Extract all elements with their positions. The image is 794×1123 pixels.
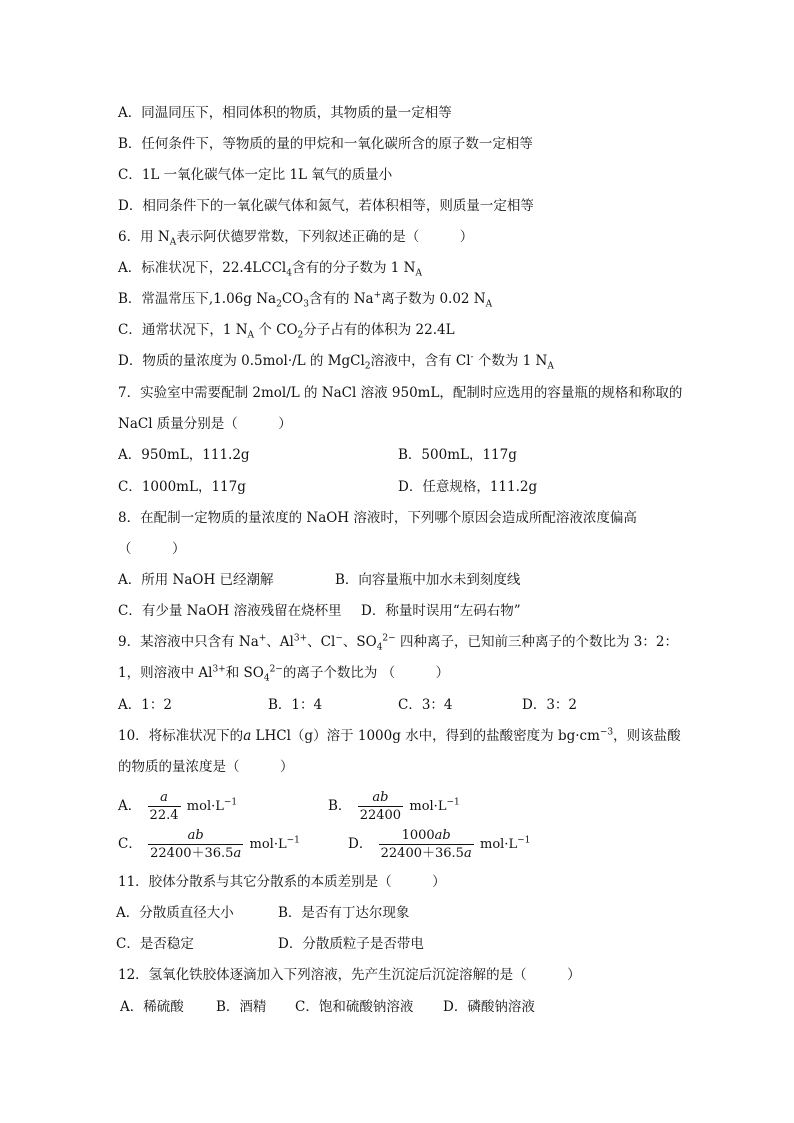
q12-option-d: D．磷酸钠溶液 bbox=[443, 999, 535, 1015]
q6-option-c: C．通常状况下，1 $N_A$ 个 $CO_2$分子占有的体积为 22.4L bbox=[118, 322, 455, 341]
q5-option-d: D．相同条件下的一氧化碳气体和氮气，若体积相等，则质量一定相等 bbox=[118, 198, 534, 214]
q10-stem-line2: 的物质的量浓度是（ ） bbox=[118, 759, 294, 775]
q10-option-c: C． $\frac{ab}{22400+36.5a}$ $mol\cdot L^{-1}$ bbox=[118, 828, 300, 861]
q9-stem-line1: 9．某溶液中只含有 Na+、$Al^{3+}$、Cl−、$SO_4^{2-}$ 四种离子，已知前三种离子的个数比为 3：2： bbox=[118, 633, 678, 653]
q11-option-a: A．分散质直径大小 bbox=[116, 905, 234, 921]
q7-option-c: C．1000mL，117g bbox=[118, 479, 246, 495]
q7-stem-line2: NaCl 质量分别是（ ） bbox=[118, 416, 292, 432]
q7-stem-line1: 7．实验室中需要配制 2mol/L 的 NaCl 溶液 950mL，配制时应选用的容量瓶的规格和称取的 bbox=[118, 385, 683, 401]
q8-option-c: C．有少量 NaOH 溶液残留在烧杯里 bbox=[118, 603, 342, 619]
q5-option-c: C．1L 一氧化碳气体一定比 1L 氧气的质量小 bbox=[118, 167, 393, 183]
q12-option-b: B．酒精 bbox=[216, 999, 267, 1015]
q9-option-d: D．3：2 bbox=[522, 697, 578, 713]
q8-stem-line2: （ ） bbox=[118, 541, 186, 557]
q5-option-b: B．任何条件下，等物质的量的甲烷和一氧化碳所含的原子数一定相等 bbox=[118, 136, 533, 152]
q11-stem: 11．胶体分散系与其它分散系的本质差别是（ ） bbox=[118, 874, 446, 890]
q10-option-b-fraction: $\frac{ab}{22400}$ bbox=[359, 790, 402, 823]
q7-option-a: A．950mL，111.2g bbox=[118, 447, 250, 463]
q9-option-c: C．3：4 bbox=[398, 697, 453, 713]
q11-option-c: C．是否稳定 bbox=[116, 936, 194, 952]
q11-option-b: B．是否有丁达尔现象 bbox=[278, 905, 410, 921]
q10-option-a-fraction: $\frac{a}{22.4}$ bbox=[149, 790, 179, 823]
q7-option-b: B．500mL，117g bbox=[398, 447, 517, 463]
q6-option-d: D．物质的量浓度为 0.5mol·/L 的 MgCl$_2$溶液中，含有 Cl- 个数为 1 $N_A$ bbox=[118, 352, 554, 372]
q5-option-a: A．同温同压下，相同体积的物质，其物质的量一定相等 bbox=[118, 105, 452, 121]
q10-option-d-fraction: $\frac{1000ab}{22400+36.5a}$ bbox=[380, 828, 472, 861]
q9-stem-line2: 1，则溶液中 $Al^{3+}$和 $SO_4^{2-}$的离子个数比为 （ ） bbox=[118, 664, 450, 684]
q8-stem-line1: 8．在配制一定物质的量浓度的 NaOH 溶液时，下列哪个原因会造成所配溶液浓度偏高 bbox=[118, 510, 637, 526]
q12-stem: 12．氢氧化铁胶体逐滴加入下列溶液，先产生沉淀后沉淀溶解的是（ ） bbox=[118, 967, 581, 983]
q12-option-a: A．稀硫酸 bbox=[120, 999, 184, 1015]
q9-option-b: B．1：4 bbox=[268, 697, 323, 713]
q12-option-c: C．饱和硫酸钠溶液 bbox=[295, 999, 414, 1015]
q6-stem: 6．用 $N_A$表示阿伏德罗常数，下列叙述正确的是（ ） bbox=[118, 229, 474, 248]
q6-option-b: B．常温常压下,1.06g $Na_2CO_3$含有的 Na+离子数为 0.02 $N_A$ bbox=[118, 290, 493, 310]
q8-option-b: B．向容量瓶中加水未到刻度线 bbox=[335, 572, 521, 588]
q10-option-a: A． $\frac{a}{22.4}$ $mol\cdot L^{-1}$ bbox=[118, 790, 238, 823]
q8-option-d: D．称量时误用“左码右物” bbox=[361, 603, 521, 619]
q11-option-d: D．分散质粒子是否带电 bbox=[278, 936, 424, 952]
q9-option-a: A．1：2 bbox=[118, 697, 172, 713]
q10-stem-line1: 10．将标准状况下的a LHCl（g）溶于 1000g 水中，得到的盐酸密度为 $bg\cdot cm^{-3}$，则该盐酸 bbox=[118, 727, 681, 744]
q10-option-d: D． $\frac{1000ab}{22400+36.5a}$ $mol\cdot L^{-1}$ bbox=[348, 828, 531, 861]
q8-option-a: A．所用 NaOH 已经潮解 bbox=[118, 572, 274, 588]
q10-option-b: B． $\frac{ab}{22400}$ $mol\cdot L^{-1}$ bbox=[328, 790, 460, 823]
q10-option-c-fraction: $\frac{ab}{22400+36.5a}$ bbox=[150, 828, 242, 861]
q6-option-a: A．标准状况下，22.4LCCl$_4$含有的分子数为 1 $N_A$ bbox=[118, 260, 422, 279]
q7-option-d: D．任意规格，111.2g bbox=[398, 479, 538, 495]
